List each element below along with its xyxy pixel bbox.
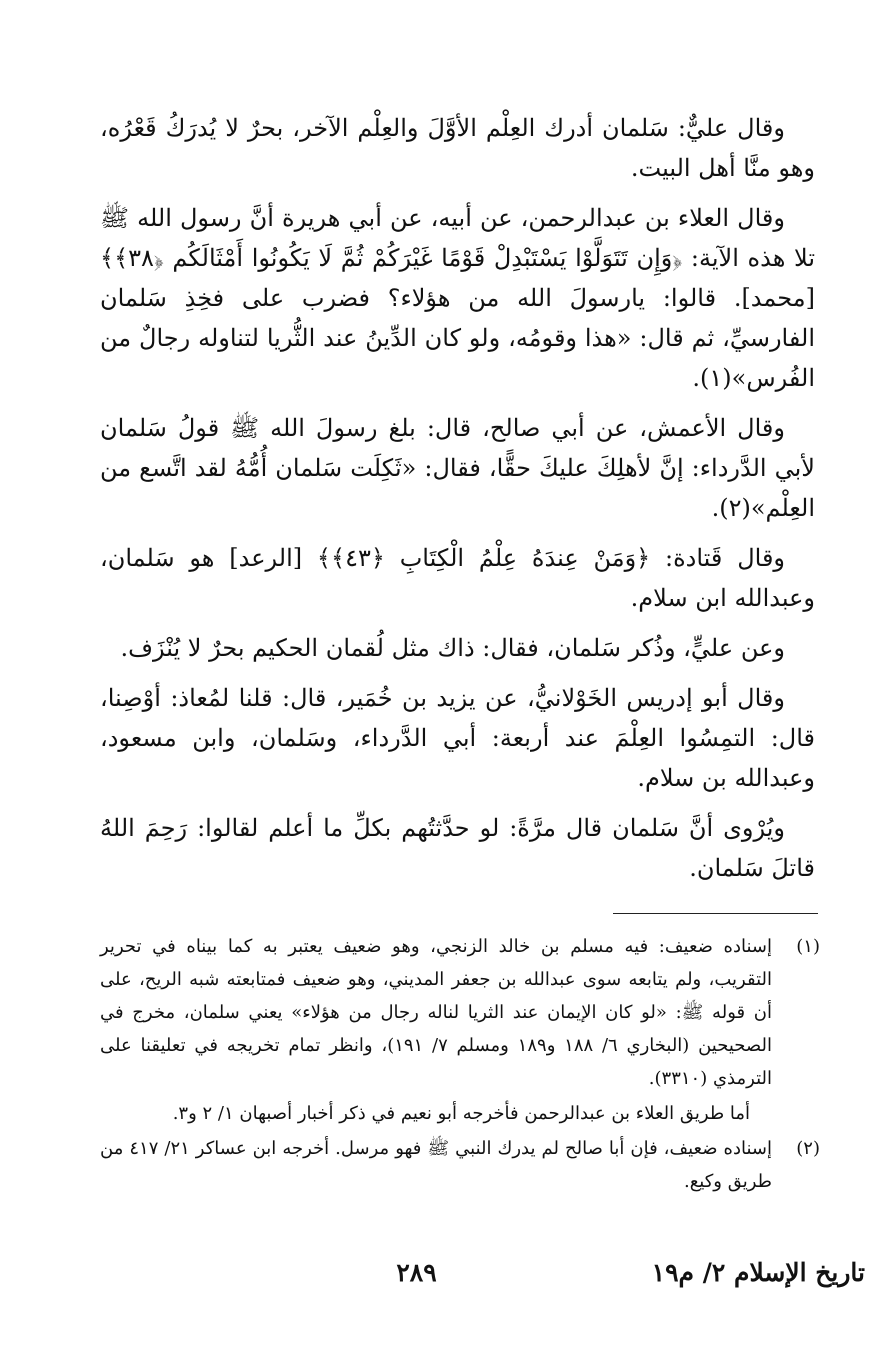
paragraph: وقال عليٌّ: سَلمان أدرك العِلْم الأوَّلَ والعِلْم الآخر، بحرٌ لا يُدرَكُ قَعْرُه، وهو منَّا أهل البيت. <box>100 114 815 182</box>
page-number: ٢٨٩ <box>396 1258 437 1287</box>
main-text <box>100 108 815 898</box>
paragraph: ويُرْوى أنَّ سَلمان قال مرَّةً: لو حدَّثتُهم بكلِّ ما أعلم لقالوا: رَحِمَ اللهُ قاتلَ سَلمان. <box>100 814 815 882</box>
footnote-divider <box>613 913 818 914</box>
paragraph: وقال الأعمش، عن أبي صالح، قال: بلغ رسولَ الله ﷺ قولُ سَلمان لأبي الدَّرداء: إنَّ لأهلِكَ عليكَ حقًّا، فقال: «ثَكِلَت سَلمان أُمُّهُ لقد اتَّسع من العِلْم»(٢). <box>100 414 815 522</box>
paragraph: وقال أبو إدريس الخَوْلانيُّ، عن يزيد بن خُمَير، قال: قلنا لمُعاذ: أوْصِنا، قال: التمِسُوا العِلْمَ عند أربعة: أبي الدَّرداء، وسَلمان، وابن مسعود، وعبدالله بن سلام. <box>100 684 816 792</box>
running-title: تاريخ الإسلام ٢/ م١٩ <box>651 1258 865 1287</box>
footnote-text: إسناده ضعيف، فإن أبا صالح لم يدرك النبي ﷺ فهو مرسل. أخرجه ابن عساكر ٢١/ ٤١٧ من طريق وكيع. <box>100 1138 772 1192</box>
footnotes <box>100 930 820 1200</box>
footnote-number: (٢) <box>796 1138 820 1159</box>
paragraph: وقال قَتادة: ﴿وَمَنْ عِندَهُ عِلْمُ الْكِتَابِ ﴿٤٣﴾﴾ [الرعد] هو سَلمان، وعبدالله ابن سلام. <box>100 544 815 612</box>
footnote <box>100 930 820 1095</box>
footnote-number: (١) <box>796 936 820 957</box>
footnote-text: إسناده ضعيف: فيه مسلم بن خالد الزنجي، وهو ضعيف يعتبر به كما بيناه في تحرير التقريب، ولم يتابعه سوى عبدالله بن جعفر المديني، وهو ضعيف فمتابعته شبه الريح، على أن قوله ﷺ: «لو كان الإيمان عند الثريا لناله رجال من هؤلاء» يعني سلمان، مخرج في الصحيحين (البخاري ٦/ ١٨٨ و١٨٩ ومسلم ٧/ ١٩١)، وانظر تمام تخريجه في تعليقنا على الترمذي (٣٣١٠). <box>100 936 773 1089</box>
paragraph: وعن عليٍّ، وذُكر سَلمان، فقال: ذاك مثل لُقمان الحكيم بحرٌ لا يُنْزَف. <box>120 634 785 662</box>
footnote-continuation <box>100 1097 820 1130</box>
footnote-text: أما طريق العلاء بن عبدالرحمن فأخرجه أبو نعيم في ذكر أخبار أصبهان ١/ ٢ و٣. <box>172 1103 750 1124</box>
paragraph: وقال العلاء بن عبدالرحمن، عن أبيه، عن أبي هريرة أنَّ رسول الله ﷺ تلا هذه الآية: ﴿وَإِن تَتَوَلَّوْا يَسْتَبْدِلْ قَوْمًا غَيْرَكُمْ ثُمَّ لَا يَكُونُوا أَمْثَالَكُم ﴿٣٨﴾﴾ [محمد]. قالوا: يارسولَ الله من هؤلاء؟ فضرب على فخِذِ سَلمان الفارسيِّ، ثم قال: «هذا وقومُه، ولو كان الدِّينُ عند الثُّريا لتناوله رجالٌ من الفُرس»(١). <box>100 204 815 392</box>
page-footer <box>0 1258 873 1298</box>
footnote <box>100 1132 820 1198</box>
